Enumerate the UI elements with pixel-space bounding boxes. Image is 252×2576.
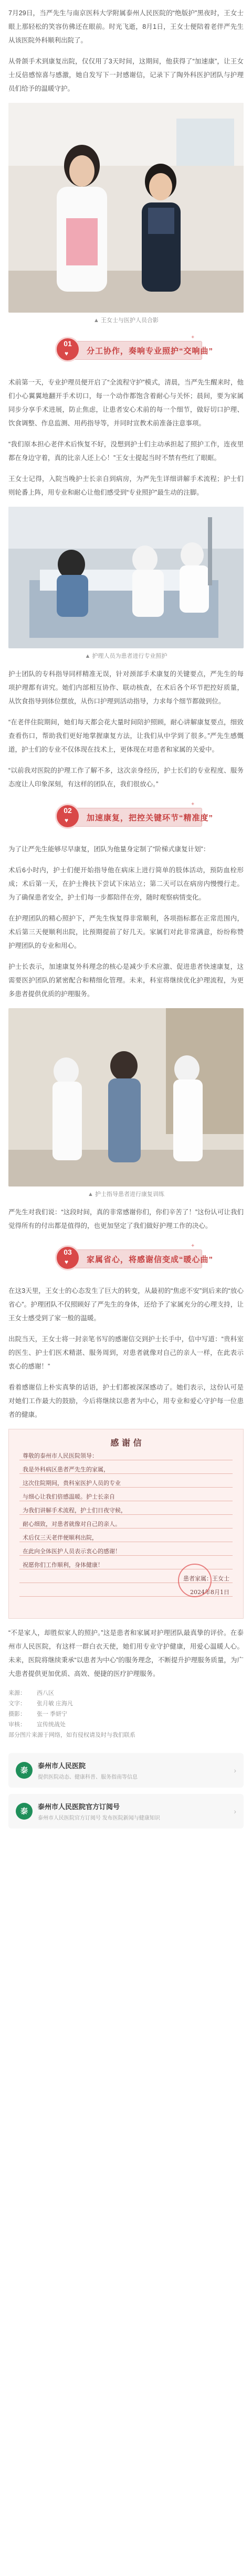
account-name: 泰州市人民医院 bbox=[38, 1762, 86, 1770]
heart-icon: ♥ bbox=[65, 817, 69, 824]
s2-paragraph-2: 术后6小时内，护士们便开始指导他在病床上进行简单的肢体活动，预防血栓形成；术后第一天，在护士搀扶下尝试下床站立；第二天可以在病房内慢慢行走。为了确保患者安全，护士们每一步都陪伴在旁，随时观察病情变化。 bbox=[8, 867, 244, 901]
intro-paragraph-1: 7月29日，当严先生与南京医科大学附属泰州人民医院的“绝版护”黑夜时，王女士眼上那轻松的笑容仿佛还在眼前。时光飞逝，8月1日，王女士便陪着老伴严先生从该医院外科顺利出院了。 bbox=[8, 9, 244, 44]
letter-line: 我是外科病区患者严先生的家属， bbox=[23, 1466, 109, 1473]
section-badge-1: 01 ♥ bbox=[55, 337, 80, 362]
s2-paragraph-1: 为了让严先生能够尽早康复，团队为他量身定制了“阶梯式康复计划”： bbox=[8, 846, 210, 853]
photo-staff-with-family bbox=[8, 103, 244, 313]
photo1-caption: ▲ 王女士与医护人员合影 bbox=[93, 317, 159, 324]
account-name: 泰州市人民医院官方订阅号 bbox=[38, 1803, 120, 1811]
letter-line: 2024年8月1日 bbox=[190, 1589, 229, 1596]
letter-line: 耐心细致，对患者就像对自己的亲人。 bbox=[23, 1521, 121, 1527]
letter-line: 尊敬的泰州市人民医院领导： bbox=[23, 1452, 98, 1459]
section-heading-3 bbox=[50, 1240, 214, 1277]
letter-line: 术后仅三天老伴便顺利出院， bbox=[23, 1534, 98, 1541]
letter-heading: 感 谢 信 bbox=[110, 1438, 142, 1448]
s1-paragraph-1: 术前第一天，专业护理员便开启了“全流程守护”模式，清晨，当严先生醒来时，他们小心翼翼地翻开手术切口，每一个动作都饱含着耐心与关怀；晨间，要为家属同步分享手术进展，防止焦虑，让患者安心术前的每一个细节，做好切口护理、饮食调整、作息监测、用药指导等，并同时宣教术前准备注意事项。 bbox=[8, 379, 244, 427]
sparkle-icon: ✦ bbox=[191, 1243, 195, 1249]
seal-stamp bbox=[178, 1564, 212, 1597]
s2-paragraph-3: 在护理团队的精心照护下，严先生恢复得非常顺利，各项指标都在正常范围内，术后第三天便顺利出院，比预期提前了好几天。家属们对此非常满意，纷纷称赞护理团队的专业和用心。 bbox=[8, 915, 244, 949]
meta-photographer: 张一 季妍宁 bbox=[37, 1711, 68, 1717]
section-badge-3: 03 ♥ bbox=[55, 1245, 80, 1270]
photo3-caption: ▲ 护士指导患者进行康复训练 bbox=[88, 1191, 164, 1198]
quote-2: 严先生对我们说：“这段时间，真的非常感谢你们，你们辛苦了！”这份认可让我们觉得所有的付出都是值得的，也更加坚定了我们做好护理工作的决心。 bbox=[8, 1209, 244, 1230]
section-heading-2 bbox=[50, 798, 214, 835]
quote-1: “以前我对医院的护理工作了解不多，这次亲身经历，护士长们的专业程度、服务态度让人印象深刻，有这样的团队在，我们很放心。” bbox=[8, 767, 244, 788]
chevron-right-icon: › bbox=[234, 1766, 236, 1775]
s1-paragraph-3: 王女士记得，入院当晚护士长亲自到病房，为严先生详细讲解手术流程；护士们则轮番上阵，用专业和耐心让他们感受到“专业照护”最生动的注脚。 bbox=[8, 475, 244, 496]
letter-line: 在此向全体医护人员表示衷心的感谢！ bbox=[23, 1548, 121, 1555]
section-title-3: 家属省心，将感谢信变成“暖心曲” bbox=[87, 1255, 214, 1264]
s3-paragraph-2: 出院当天，王女士将一封亲笔书写的感谢信交到护士长手中，信中写道：“贵科室的医生、护士们医术精湛、服务周到，对患者就像对自己的亲人一样，在此表示衷心的感谢！” bbox=[8, 1335, 244, 1370]
hospital-logo-icon: 泰 bbox=[16, 1803, 33, 1820]
article-meta: 来源： 西八区 文字： 张月敏 庄海凡 摄影： 张一 季妍宁 审核： 宣传统战处 部分图片来源于网络，如有侵权请及时与我们联系 bbox=[8, 1688, 244, 1740]
meta-editor: 张月敏 庄海凡 bbox=[37, 1701, 74, 1707]
photo-rehab-walk bbox=[8, 1008, 244, 1187]
letter-line: 患者家属：王女士 bbox=[183, 1575, 229, 1582]
heart-icon: ♥ bbox=[65, 350, 69, 357]
account-desc: 提供医院动态、健康科普、服务指南等信息 bbox=[38, 1775, 138, 1780]
meta-source: 西八区 bbox=[37, 1690, 54, 1696]
s3-paragraph-3: 看着感谢信上朴实真挚的话语，护士们都被深深感动了。她们表示，这份认可是对她们工作最大的鼓励，今后将继续以患者为中心，用专业和爱心守护每一位患者的健康。 bbox=[8, 1384, 244, 1418]
photo-bedside-care bbox=[8, 507, 244, 648]
letter-line: 与细心让我们倍感温暖。护士长亲自 bbox=[23, 1493, 115, 1500]
heart-icon: ♥ bbox=[65, 1258, 69, 1266]
section-badge-2: 02 ♥ bbox=[55, 804, 80, 829]
account-card-hospital[interactable] bbox=[8, 1753, 244, 1788]
s3-paragraph-1: 在这3天里，王女士的心态发生了巨大的转变，从最初的“焦虑不安”到后来的“放心省心”。护理团队不仅照顾好了严先生的身体，还给予了家属充分的心理支持，让王女士感受到了家一般的温暖。 bbox=[8, 1287, 244, 1322]
sparkle-icon: ✦ bbox=[191, 335, 195, 340]
s1-paragraph-2: “我们原本担心老伴术后恢复不好，没想到护士们主动承担起了照护工作，连夜里都在身边守着，真的比亲人还上心！”王女士提起当时不禁有些红了眼眶。 bbox=[8, 441, 244, 462]
closing-paragraph: “不是家人，却胜似家人的照护。”这是患者和家属对护理团队最真挚的评价。在泰州市人民医院，有这样一群白衣天使，她们用专业守护健康，用爱心温暖人心。未来，医院将继续秉承“以患者为中心”的服务理念，不断提升护理服务质量，为广大患者提供更加优质、高效、便捷的医疗护理服务。 bbox=[8, 1629, 244, 1677]
s1b-paragraph-1: 护士团队的专科指导同样精准无误，针对颈部手术康复的关键要点，严先生的每项护理都有讲究。她们内部相互协作、联动核查，在术后各个环节把控好质量，从饮食指导到体位摆放，从伤口护理到活动指导，力求每个细节都做到位。 bbox=[8, 670, 244, 705]
photo2-caption: ▲ 护理人员为患者进行专业照护 bbox=[85, 653, 167, 659]
s1b-paragraph-2: “在老伴住院期间，她们每天都会花大量时间陪护照顾，耐心讲解康复要点，细致查看伤口，帮助我们更好地掌握康复方法，让我们从中学到了很多。”严先生感慨道，护士们的专业不仅体现在技术上，更体现在对患者和家属的关爱中。 bbox=[8, 719, 244, 753]
section-title-2: 加速康复，把控关键环节“精准度” bbox=[87, 814, 214, 822]
section-title-1: 分工协作，奏响专业照护“交响曲” bbox=[87, 347, 214, 356]
meta-note: 部分图片来源于网络，如有侵权请及时与我们联系 bbox=[8, 1732, 135, 1738]
sparkle-icon: ✦ bbox=[191, 801, 195, 807]
thank-you-letter bbox=[8, 1429, 244, 1619]
hospital-logo-icon: 泰 bbox=[16, 1762, 33, 1779]
account-card-subscription[interactable] bbox=[8, 1794, 244, 1829]
chevron-right-icon: › bbox=[234, 1807, 236, 1815]
letter-line: 祝愿你们工作顺利，身体健康！ bbox=[23, 1562, 103, 1568]
section-heading-1 bbox=[50, 332, 214, 368]
account-desc: 泰州市人民医院官方订阅号 发布医院新闻与健康知识 bbox=[38, 1815, 160, 1821]
letter-line: 为我们讲解手术流程，护士们日夜守候， bbox=[23, 1507, 127, 1514]
intro-paragraph-2: 从骨颌手术到康复出院，仅仅用了3天时间，这期间，他获得了“加速康”，让王女士反倍感惊喜与感激，她自发写下一封感谢信，记录下了陶外科医护团队与护理员们给予的温暖守护。 bbox=[8, 58, 244, 92]
letter-line: 这次住院期间，贵科室医护人员的专业 bbox=[23, 1480, 121, 1487]
s2-paragraph-4: 护士长表示，加速康复外科理念的核心是减少手术应激、促进患者快速康复，这需要医护团队的紧密配合和精细化管理。未来，科室将继续优化护理流程，为更多患者提供优质的护理服务。 bbox=[8, 963, 244, 998]
meta-reviewer: 宣传统战处 bbox=[37, 1722, 66, 1728]
